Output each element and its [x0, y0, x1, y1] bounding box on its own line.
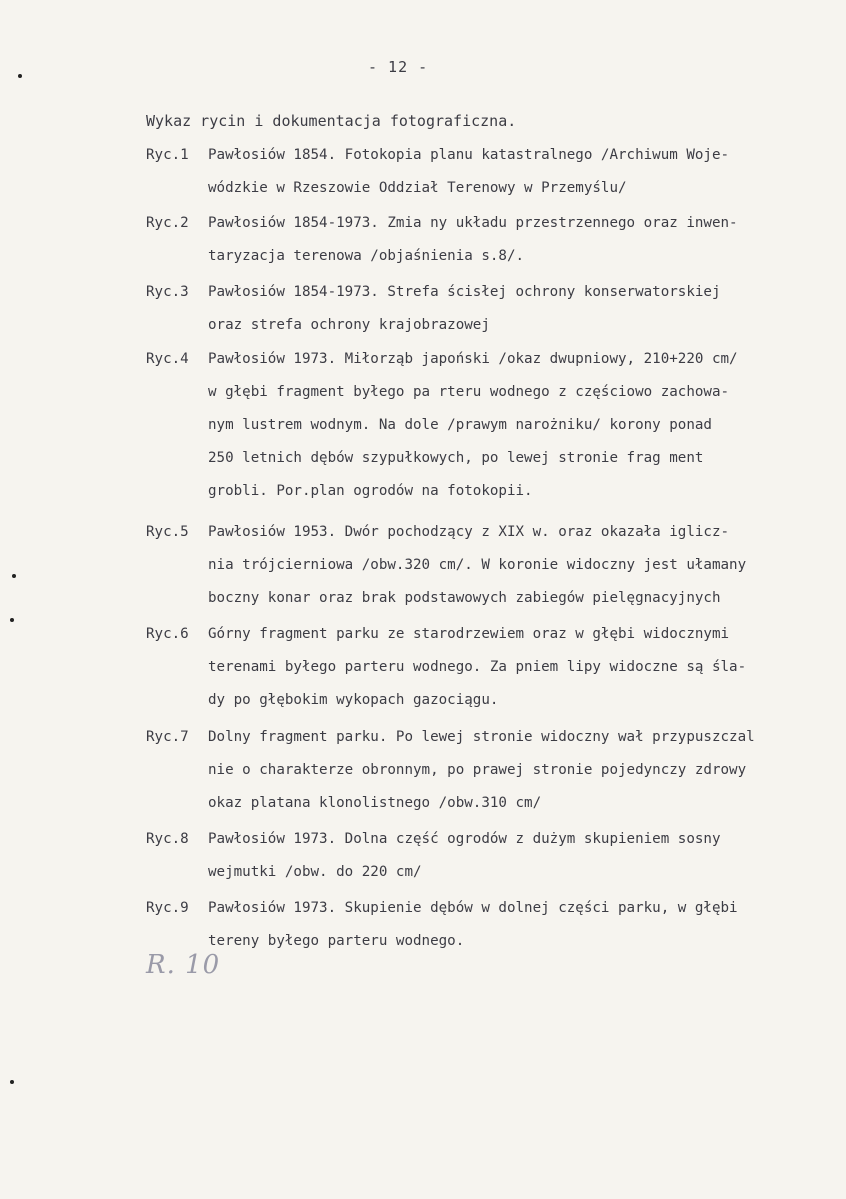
entry-line: terenami byłego parteru wodnego. Za pniem lipy widoczne są śla-	[208, 659, 747, 675]
punch-hole-mark	[10, 618, 14, 622]
figure-label: Ryc.3	[146, 284, 189, 300]
figure-label: Ryc.1	[146, 147, 189, 163]
entry-line: grobli. Por.plan ogrodów na fotokopii.	[208, 483, 533, 499]
punch-hole-mark	[10, 1080, 14, 1084]
figure-label: Ryc.4	[146, 351, 189, 367]
figure-label: Ryc.8	[146, 831, 189, 847]
entry-line: nie o charakterze obronnym, po prawej stronie pojedynczy zdrowy	[208, 762, 747, 778]
figure-label: Ryc.2	[146, 215, 189, 231]
entry-line: Pawłosiów 1854-1973. Strefa ścisłej ochrony konserwatorskiej	[208, 284, 721, 300]
punch-hole-mark	[18, 74, 22, 78]
entry-line: Pawłosiów 1973. Miłorząb japoński /okaz dwupniowy, 210+220 cm/	[208, 351, 738, 367]
page-heading: Wykaz rycin i dokumentacja fotograficzna.	[146, 112, 517, 130]
entry-line: Pawłosiów 1854. Fotokopia planu katastralnego /Archiwum Woje-	[208, 147, 730, 163]
figure-entry-7	[146, 721, 836, 820]
entry-line: nym lustrem wodnym. Na dole /prawym narożniku/ korony ponad	[208, 417, 712, 433]
figure-entry-4	[146, 343, 836, 508]
entry-line: Dolny fragment parku. Po lewej stronie widoczny wał przypuszczal	[208, 729, 755, 745]
figure-entry-3	[146, 276, 836, 342]
entry-line: taryzacja terenowa /objaśnienia s.8/.	[208, 248, 525, 264]
figure-label: Ryc.7	[146, 729, 189, 745]
figure-label: Ryc.6	[146, 626, 189, 642]
figure-entry-6	[146, 618, 836, 717]
figure-entry-9	[146, 892, 836, 958]
page-number: - 12 -	[368, 58, 429, 76]
entry-line: boczny konar oraz brak podstawowych zabiegów pielęgnacyjnych	[208, 590, 721, 606]
entry-line: Pawłosiów 1973. Dolna część ogrodów z dużym skupieniem sosny	[208, 831, 721, 847]
figure-label: Ryc.9	[146, 900, 189, 916]
figure-entry-2	[146, 207, 836, 273]
entry-line: 250 letnich dębów szypułkowych, po lewej stronie frag ment	[208, 450, 704, 466]
entry-line: wódzkie w Rzeszowie Oddział Terenowy w Przemyślu/	[208, 180, 627, 196]
entry-line: nia trójcierniowa /obw.320 cm/. W koronie widoczny jest ułamany	[208, 557, 747, 573]
handwritten-note: R. 10	[146, 950, 221, 980]
entry-line: Pawłosiów 1973. Skupienie dębów w dolnej części parku, w głębi	[208, 900, 738, 916]
entry-line: Pawłosiów 1854-1973. Zmia ny układu przestrzennego oraz inwen-	[208, 215, 738, 231]
figure-entry-1	[146, 139, 836, 205]
entry-line: Pawłosiów 1953. Dwór pochodzący z XIX w. oraz okazała iglicz-	[208, 524, 730, 540]
entry-line: tereny byłego parteru wodnego.	[208, 933, 465, 949]
punch-hole-mark	[12, 574, 16, 578]
entry-line: wejmutki /obw. do 220 cm/	[208, 864, 422, 880]
entry-line: w głębi fragment byłego pa rteru wodnego z częściowo zachowa-	[208, 384, 730, 400]
figure-entry-5	[146, 516, 836, 615]
figure-entry-8	[146, 823, 836, 889]
entry-line: oraz strefa ochrony krajobrazowej	[208, 317, 490, 333]
entry-line: Górny fragment parku ze starodrzewiem oraz w głębi widocznymi	[208, 626, 730, 642]
entry-line: dy po głębokim wykopach gazociągu.	[208, 692, 499, 708]
figure-label: Ryc.5	[146, 524, 189, 540]
entry-line: okaz platana klonolistnego /obw.310 cm/	[208, 795, 542, 811]
